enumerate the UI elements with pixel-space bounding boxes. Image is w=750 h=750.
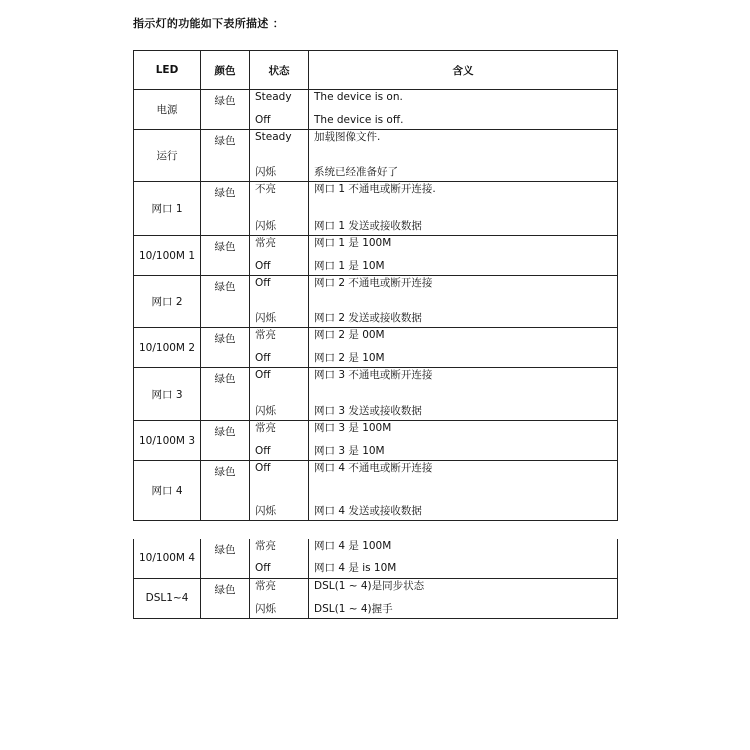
meaning-text: 网口 1 是 100M — [314, 237, 392, 249]
header-meaning: 含义 — [309, 51, 618, 90]
table-row — [134, 461, 618, 521]
table-row — [134, 328, 618, 368]
table-row — [134, 236, 618, 276]
table-row — [134, 368, 618, 421]
led-color-cell — [201, 328, 250, 368]
state-text: Off — [255, 277, 271, 289]
led-color-cell — [201, 182, 250, 236]
led-meaning-cell — [309, 90, 618, 130]
meaning-text: 网口 1 发送或接收数据 — [314, 220, 422, 232]
led-meaning-cell — [309, 236, 618, 276]
led-color-cell — [201, 461, 250, 521]
led-color-text: 绿色 — [214, 241, 236, 253]
meaning-text: 网口 3 不通电或断开连接 — [314, 369, 433, 381]
led-name-cell: DSL1~4 — [134, 578, 201, 618]
meaning-text: 网口 2 是 00M — [314, 329, 385, 341]
state-text: 闪烁 — [255, 312, 276, 324]
header-color: 颜色 — [201, 51, 250, 90]
led-state-cell — [250, 236, 309, 276]
table-row — [134, 276, 618, 328]
led-name-cell: 网口 4 — [134, 461, 201, 521]
state-text: 闪烁 — [255, 405, 276, 417]
meaning-text: DSL(1 ~ 4)握手 — [314, 602, 393, 615]
meaning-text: 网口 4 是 100M — [314, 540, 392, 552]
led-color-cell — [201, 130, 250, 182]
led-name-cell: 10/100M 4 — [134, 539, 201, 578]
led-color-text: 绿色 — [214, 466, 236, 478]
led-color-cell — [201, 368, 250, 421]
led-meaning-cell — [309, 368, 618, 421]
meaning-text: 网口 1 是 10M — [314, 260, 385, 272]
state-text: 常亮 — [255, 237, 276, 249]
table-row — [134, 578, 618, 618]
meaning-text: The device is off. — [314, 114, 404, 126]
led-color-cell — [201, 236, 250, 276]
led-table-continued — [133, 539, 618, 619]
led-state-cell — [250, 368, 309, 421]
led-color-text: 绿色 — [214, 373, 236, 385]
table-row — [134, 90, 618, 130]
led-state-cell — [250, 421, 309, 461]
led-color-cell — [201, 578, 250, 618]
led-name-cell: 10/100M 1 — [134, 236, 201, 276]
state-text: Off — [255, 445, 271, 457]
led-state-cell — [250, 90, 309, 130]
header-led: LED — [134, 51, 201, 90]
state-text: Steady — [255, 91, 292, 103]
state-text: 常亮 — [255, 329, 276, 341]
meaning-text: 网口 4 是 is 10M — [314, 562, 397, 574]
led-state-cell — [250, 182, 309, 236]
led-color-cell — [201, 421, 250, 461]
state-text: 闪烁 — [255, 166, 276, 178]
led-meaning-cell — [309, 421, 618, 461]
table-row — [134, 130, 618, 182]
meaning-text: 网口 4 发送或接收数据 — [314, 505, 422, 517]
state-text: Steady — [255, 131, 292, 143]
table-row — [134, 539, 618, 578]
led-color-text: 绿色 — [214, 135, 236, 147]
led-color-text: 绿色 — [214, 426, 236, 438]
led-state-cell — [250, 578, 309, 618]
led-color-text: 绿色 — [214, 281, 236, 293]
led-name-cell: 网口 3 — [134, 368, 201, 421]
state-text: Off — [255, 369, 271, 381]
header-state: 状态 — [250, 51, 309, 90]
led-name-cell: 10/100M 3 — [134, 421, 201, 461]
meaning-text: DSL(1 ~ 4)是同步状态 — [314, 579, 425, 592]
meaning-text: 网口 2 不通电或断开连接 — [314, 277, 433, 289]
table-row — [134, 182, 618, 236]
meaning-text: 加载图像文件. — [314, 131, 381, 143]
meaning-text: 网口 4 不通电或断开连接 — [314, 462, 433, 474]
led-color-text: 绿色 — [214, 95, 236, 107]
meaning-text: 网口 3 发送或接收数据 — [314, 405, 422, 417]
led-name-cell: 网口 2 — [134, 276, 201, 328]
state-text: Off — [255, 462, 271, 474]
state-text: 闪烁 — [255, 220, 276, 232]
led-meaning-cell — [309, 276, 618, 328]
meaning-text: 网口 2 发送或接收数据 — [314, 312, 422, 324]
led-name-cell: 网口 1 — [134, 182, 201, 236]
table-header-row — [134, 51, 618, 90]
state-text: Off — [255, 562, 271, 574]
meaning-text: 网口 3 是 10M — [314, 445, 385, 457]
led-color-text: 绿色 — [214, 583, 236, 596]
state-text: 常亮 — [255, 422, 276, 434]
led-name-cell: 10/100M 2 — [134, 328, 201, 368]
led-meaning-cell — [309, 578, 618, 618]
led-color-text: 绿色 — [214, 187, 236, 199]
state-text: 闪烁 — [255, 505, 276, 517]
state-text: 常亮 — [255, 540, 276, 552]
meaning-text: 网口 1 不通电或断开连接. — [314, 183, 436, 195]
led-color-cell — [201, 276, 250, 328]
state-text: 常亮 — [255, 579, 276, 592]
led-meaning-cell — [309, 182, 618, 236]
led-meaning-cell — [309, 130, 618, 182]
led-state-cell — [250, 539, 309, 578]
led-color-cell — [201, 90, 250, 130]
led-state-cell — [250, 328, 309, 368]
led-color-text: 绿色 — [214, 544, 236, 556]
led-name-cell: 运行 — [134, 130, 201, 182]
led-meaning-cell — [309, 328, 618, 368]
meaning-text: 系统已经准备好了 — [314, 166, 398, 178]
state-text: Off — [255, 114, 271, 126]
led-state-cell — [250, 130, 309, 182]
led-color-cell — [201, 539, 250, 578]
state-text: Off — [255, 352, 271, 364]
led-name-cell: 电源 — [134, 90, 201, 130]
led-color-text: 绿色 — [214, 333, 236, 345]
led-meaning-cell — [309, 539, 618, 578]
state-text: 闪烁 — [255, 602, 276, 615]
meaning-text: 网口 2 是 10M — [314, 352, 385, 364]
led-table — [133, 50, 618, 521]
state-text: Off — [255, 260, 271, 272]
led-state-cell — [250, 276, 309, 328]
led-meaning-cell — [309, 461, 618, 521]
table-row — [134, 421, 618, 461]
meaning-text: 网口 3 是 100M — [314, 422, 392, 434]
state-text: 不亮 — [255, 183, 276, 195]
intro-text: 指示灯的功能如下表所描述 ： — [133, 17, 285, 30]
meaning-text: The device is on. — [314, 91, 403, 103]
led-state-cell — [250, 461, 309, 521]
